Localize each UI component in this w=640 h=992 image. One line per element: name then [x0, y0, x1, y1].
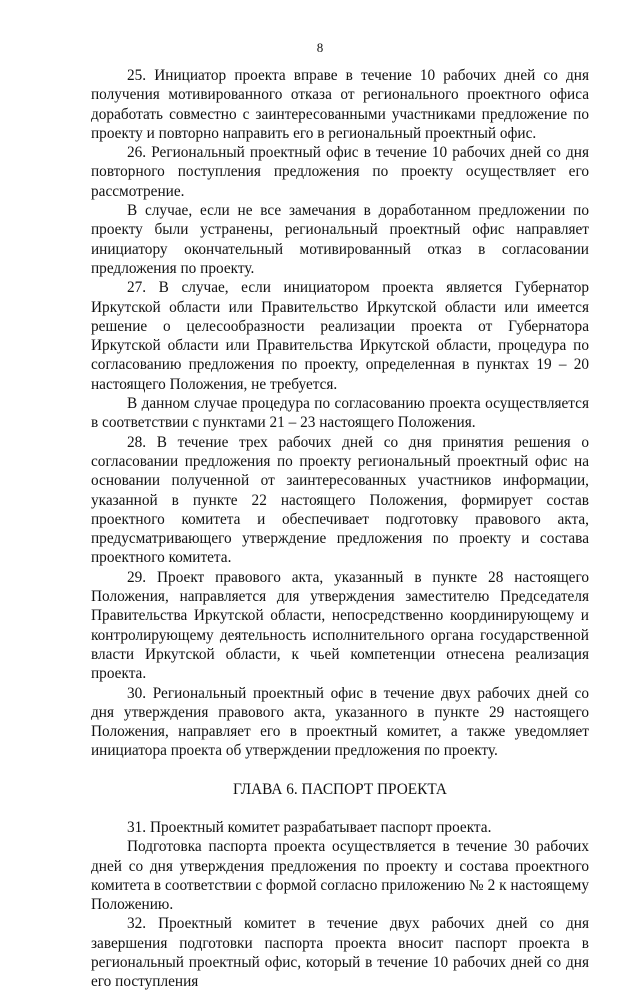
paragraph-32: 32. Проектный комитет в течение двух рабочих дней со дня завершения подготовки паспорта проекта вносит паспорт проекта в региональный проектный офис, который в течение 10 рабочих дней со дня его поступления [91, 915, 589, 991]
chapter-heading: ГЛАВА 6. ПАСПОРТ ПРОЕКТА [233, 780, 447, 798]
paragraph-28: 28. В течение трех рабочих дней со дня принятия решения о согласовании предложения по проекту региональный проектный офис на основании полученной от заинтересованных участников информации, указанной в пункте 22 настоящего Положения, формирует состав проектного комитета и обеспечивает подготовку правового акта, предусматривающего утверждение предложения по проекту и состава проектного комитета. [91, 433, 589, 567]
page-number: 8 [316, 40, 324, 55]
paragraph-27: 27. В случае, если инициатором проекта является Губернатор Иркутской области или Правительство Иркутской области или имеется решение о целесообразности реализации проекта от Губернатора Иркутской области или Правительства Иркутской области, процедура по согласованию предложения по проекту, определенная в пунктах 19 – 20 настоящего Положения, не требуется. [91, 279, 589, 393]
paragraph-27-procedure: В данном случае процедура по согласованию проекта осуществляется в соответствии с пунктами 21 – 23 настоящего Положения. [91, 395, 589, 432]
document-body [91, 66, 589, 992]
paragraph-26: 26. Региональный проектный офис в течение 10 рабочих дней со дня повторного поступления предложения по проекту осуществляет его рассмотрение. [91, 144, 589, 200]
paragraph-25: 25. Инициатор проекта вправе в течение 10 рабочих дней со дня получения мотивированного отказа от регионального проектного офиса доработать совместно с заинтересованными участниками предложение по проекту и повторно направить его в региональный проектный офис. [91, 67, 589, 142]
paragraph-31-preparation: Подготовка паспорта проекта осуществляется в течение 30 рабочих дней со дня утверждения предложения по проекту и состава проектного комитета в соответствии с формой согласно приложению № 2 к настоящему Положению. [91, 838, 589, 914]
paragraph-31: 31. Проектный комитет разрабатывает паспорт проекта. [127, 818, 492, 836]
paragraph-29: 29. Проект правового акта, указанный в пункте 28 настоящего Положения, направляется для утверждения заместителю Председателя Правительства Иркутской области, непосредственно координирующему и контролирующему деятельность исполнительного органа государственной власти Иркутской области, к чьей компетенции отнесена реализация проекта. [91, 568, 589, 683]
paragraph-30: 30. Региональный проектный офис в течение двух рабочих дней со дня утверждения правового акта, указанного в пункте 29 настоящего Положения, направляет его в проектный комитет, а также уведомляет инициатора проекта об утверждении предложения по проекту. [91, 684, 589, 760]
paragraph-26-refusal: В случае, если не все замечания в доработанном предложении по проекту были устранены, региональный проектный офис направляет инициатору окончательный мотивированный отказ в согласовании предложения по проекту. [91, 202, 589, 277]
